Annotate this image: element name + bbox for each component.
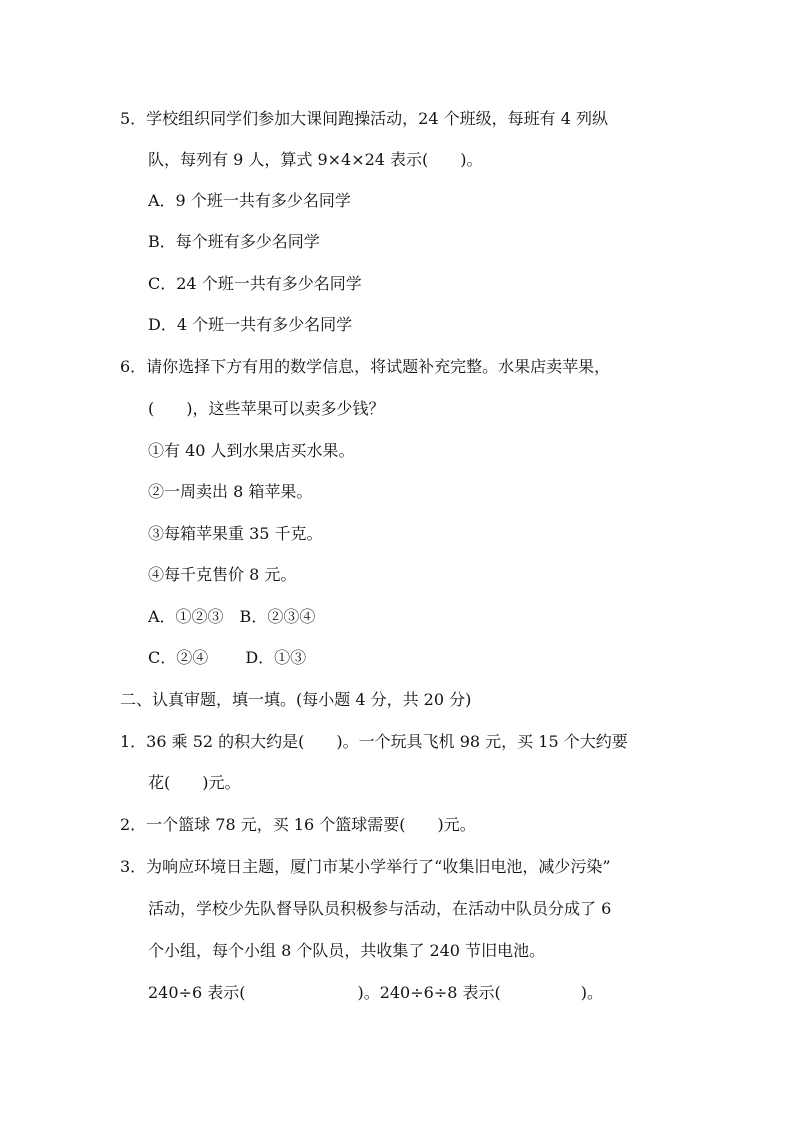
s2-q3-line4: 240÷6 表示( )。240÷6÷8 表示( )。 (148, 983, 603, 1002)
q5-stem-line2: 队，每列有 9 人，算式 9×4×24 表示( )。 (148, 150, 483, 169)
section2-heading: 二、认真审题，填一填。(每小题 4 分，共 20 分) (120, 690, 472, 709)
s2-q1-line2: 花( )元。 (148, 773, 241, 792)
q6-stem-line2: ( )，这些苹果可以卖多少钱？ (148, 399, 385, 418)
q6-options-row1: A．①②③ B．②③④ (148, 607, 316, 626)
s2-q2: 2．一个篮球 78 元，买 16 个篮球需要( )元。 (120, 815, 476, 834)
q6-info-3: ③每箱苹果重 35 千克。 (148, 524, 323, 543)
q5-stem-line1: 5．学校组织同学们参加大课间跑操活动，24 个班级，每班有 4 列纵 (120, 109, 608, 128)
s2-q1-line1: 1．36 乘 52 的积大约是( )。一个玩具飞机 98 元，买 15 个大约要 (120, 732, 628, 751)
s2-q3-line2: 活动，学校少先队督导队员积极参与活动，在活动中队员分成了 6 (148, 899, 612, 918)
q6-stem-line1: 6．请你选择下方有用的数学信息，将试题补充完整。水果店卖苹果， (120, 357, 611, 376)
q5-option-a: A．9 个班一共有多少名同学 (148, 191, 351, 210)
q5-option-d: D．4 个班一共有多少名同学 (148, 315, 353, 334)
s2-q3-line1: 3．为响应环境日主题，厦门市某小学举行了“收集旧电池，减少污染” (120, 857, 611, 876)
q5-option-b: B．每个班有多少名同学 (148, 232, 320, 251)
q5-option-c: C．24 个班一共有多少名同学 (148, 274, 362, 293)
q6-info-4: ④每千克售价 8 元。 (148, 565, 297, 584)
q6-info-1: ①有 40 人到水果店买水果。 (148, 441, 355, 460)
q6-options-row2: C．②④ D．①③ (148, 648, 307, 667)
q6-info-2: ②一周卖出 8 箱苹果。 (148, 482, 313, 501)
s2-q3-line3: 个小组，每个小组 8 个队员，共收集了 240 节旧电池。 (148, 941, 546, 960)
